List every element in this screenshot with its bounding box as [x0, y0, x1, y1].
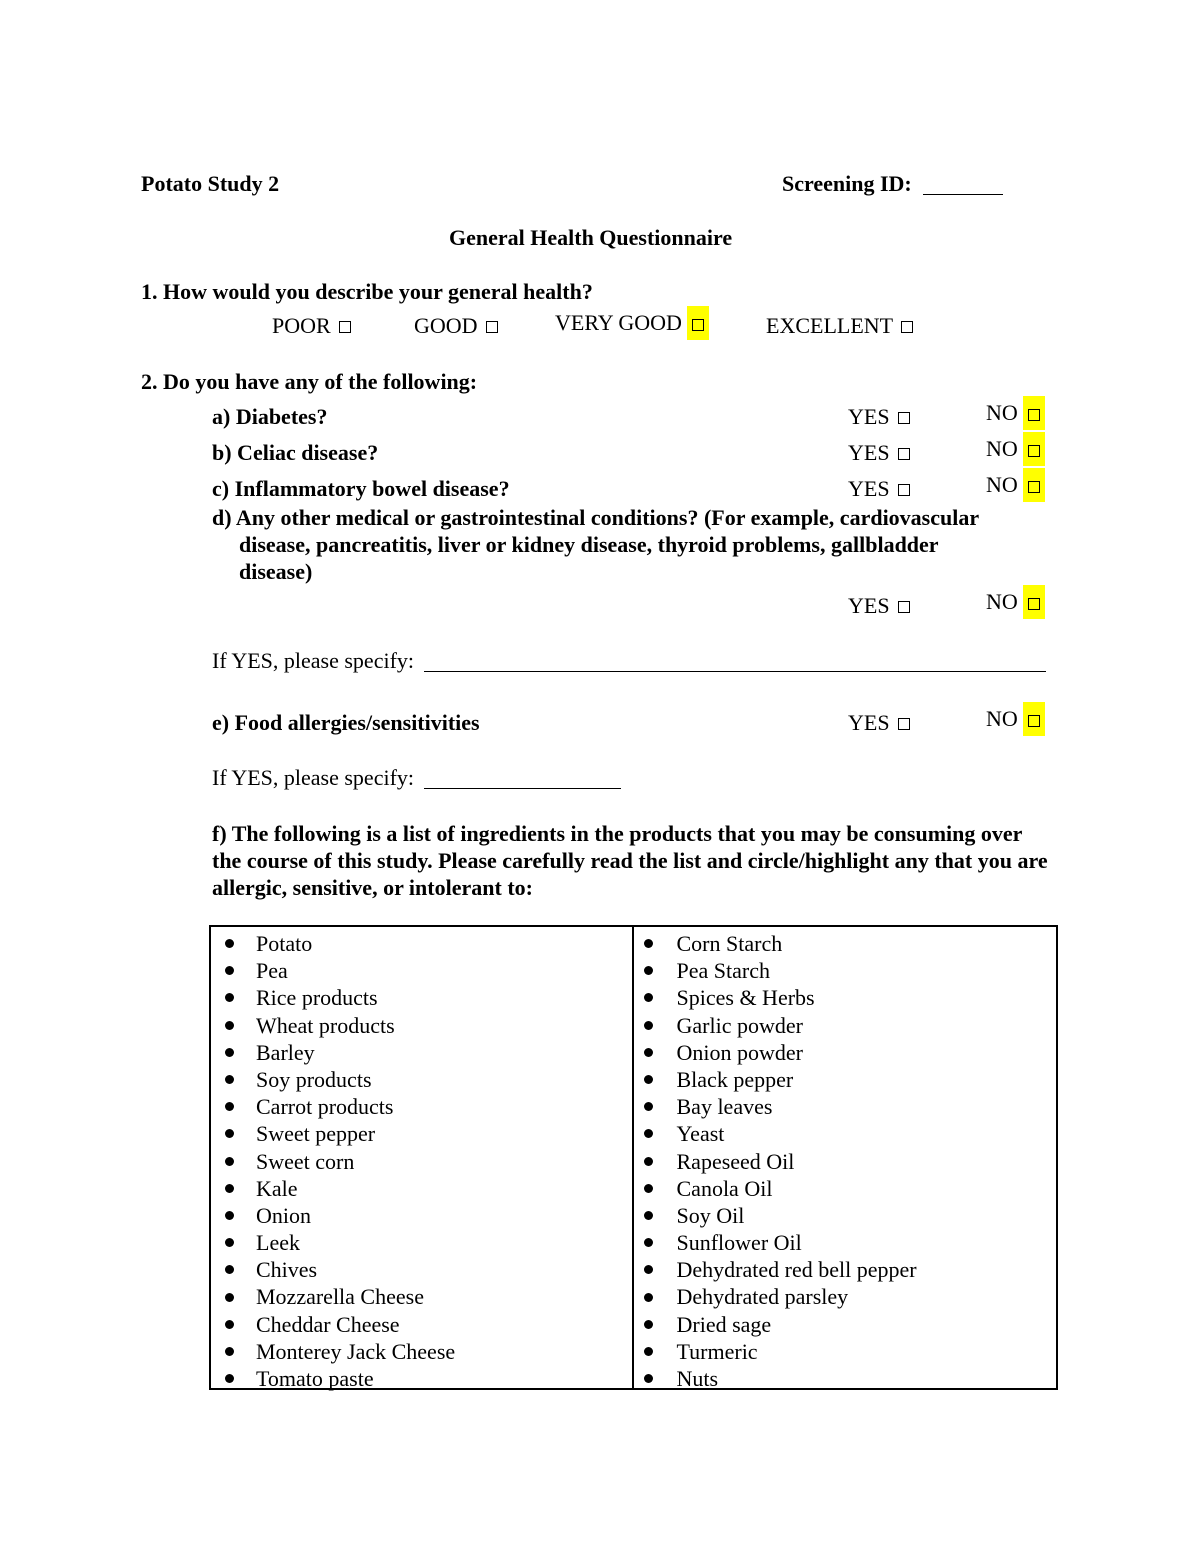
ingredient-label: Rapeseed Oil — [676, 1148, 795, 1174]
bullet-icon — [225, 1021, 234, 1030]
q2a-label: a) Diabetes? — [212, 404, 328, 429]
q1-option-good[interactable]: GOOD — [414, 313, 498, 339]
ingredient-label: Spices & Herbs — [676, 985, 815, 1011]
ingredient-item[interactable] — [211, 1338, 632, 1365]
highlight-mark — [1023, 702, 1045, 736]
ingredient-item[interactable] — [211, 1202, 632, 1229]
ingredient-item[interactable] — [634, 1066, 1057, 1093]
ingredient-label: Carrot products — [256, 1094, 394, 1120]
ingredient-item[interactable] — [634, 930, 1057, 957]
ingredient-item[interactable] — [211, 1283, 632, 1310]
ingredient-label: Chives — [256, 1257, 318, 1283]
checked-checkbox-icon[interactable] — [1028, 445, 1040, 457]
bullet-icon — [225, 1048, 234, 1057]
ingredient-label: Pea Starch — [676, 958, 770, 984]
ingredient-item[interactable] — [211, 1012, 632, 1039]
checked-checkbox-icon[interactable] — [1028, 715, 1040, 727]
bullet-icon — [644, 1048, 653, 1057]
ingredient-item[interactable] — [634, 1120, 1057, 1147]
ingredient-label: Dehydrated parsley — [676, 1284, 849, 1310]
bullet-icon — [225, 1184, 234, 1193]
q2d-no[interactable]: NO — [986, 585, 1045, 619]
bullet-icon — [644, 1265, 653, 1274]
bullet-icon — [644, 1211, 653, 1220]
q1-option-very-good[interactable]: VERY GOOD — [555, 306, 709, 340]
ingredient-label: Onion — [256, 1202, 311, 1228]
ingredients-right-column — [634, 927, 1057, 1391]
bullet-icon — [225, 1374, 234, 1383]
q2b-no[interactable]: NO — [986, 432, 1045, 466]
q2d-yes[interactable]: YES — [848, 593, 910, 619]
ingredient-label: Mozzarella Cheese — [256, 1284, 424, 1310]
ingredient-label: Pea — [256, 958, 288, 984]
ingredients-table — [209, 925, 1058, 1390]
form-title: General Health Questionnaire — [449, 225, 733, 250]
bullet-icon — [644, 1347, 653, 1356]
ingredient-label: Soy products — [256, 1066, 372, 1092]
checkbox-icon[interactable] — [898, 601, 910, 613]
highlight-mark — [687, 306, 709, 340]
q2e-specify: If YES, please specify: — [212, 765, 621, 791]
bullet-icon — [644, 1184, 653, 1193]
bullet-icon — [225, 1293, 234, 1302]
checkbox-icon[interactable] — [901, 321, 913, 333]
checkbox-icon[interactable] — [898, 448, 910, 460]
ingredient-item[interactable] — [634, 1365, 1057, 1392]
ingredient-label: Yeast — [676, 1121, 725, 1147]
bullet-icon — [225, 1265, 234, 1274]
bullet-icon — [644, 966, 653, 975]
ingredient-label: Sweet pepper — [256, 1121, 376, 1147]
ingredient-label: Rice products — [256, 985, 378, 1011]
q2c-yes[interactable]: YES — [848, 476, 910, 502]
bullet-icon — [225, 1347, 234, 1356]
q2e-specify-field[interactable] — [424, 768, 621, 789]
q2a-no[interactable]: NO — [986, 396, 1045, 430]
bullet-icon — [644, 1129, 653, 1138]
ingredient-item[interactable] — [211, 1256, 632, 1283]
highlight-mark — [1023, 468, 1045, 502]
bullet-icon — [225, 1129, 234, 1138]
ingredient-item[interactable] — [211, 930, 632, 957]
ingredient-item[interactable] — [634, 1012, 1057, 1039]
ingredient-item[interactable] — [211, 1175, 632, 1202]
bullet-icon — [225, 1075, 234, 1084]
ingredient-label: Sweet corn — [256, 1148, 355, 1174]
bullet-icon — [225, 1238, 234, 1247]
checkbox-icon[interactable] — [898, 412, 910, 424]
ingredients-left-column — [211, 927, 634, 1391]
ingredient-label: Nuts — [676, 1366, 719, 1391]
ingredient-item[interactable] — [634, 1039, 1057, 1066]
ingredient-label: Barley — [256, 1039, 315, 1065]
q2c-no[interactable]: NO — [986, 468, 1045, 502]
checkbox-icon[interactable] — [898, 718, 910, 730]
ingredient-item[interactable] — [634, 1256, 1057, 1283]
q2b-yes[interactable]: YES — [848, 440, 910, 466]
screening-id-label: Screening ID: — [782, 171, 912, 196]
q2b-label: b) Celiac disease? — [212, 440, 379, 465]
bullet-icon — [225, 1102, 234, 1111]
checked-checkbox-icon[interactable] — [1028, 409, 1040, 421]
q2e-label: e) Food allergies/sensitivities — [212, 710, 480, 735]
ingredient-label: Leek — [256, 1230, 300, 1256]
bullet-icon — [225, 1320, 234, 1329]
bullet-icon — [225, 1157, 234, 1166]
ingredient-item[interactable] — [211, 957, 632, 984]
checkbox-icon[interactable] — [898, 484, 910, 496]
bullet-icon — [644, 1075, 653, 1084]
ingredient-label: Potato — [256, 931, 313, 956]
q2e-yes[interactable]: YES — [848, 710, 910, 736]
q2d-label: d) Any other medical or gastrointestinal conditions? (For example, cardiovascular disease, pancreatitis, liver or kidney disease, thyroid problems, gallbladder disease) — [212, 505, 980, 584]
ingredient-item[interactable] — [634, 984, 1057, 1011]
bullet-icon — [225, 966, 234, 975]
bullet-icon — [225, 993, 234, 1002]
q2d-specify: If YES, please specify: — [212, 648, 1046, 674]
ingredient-item[interactable] — [211, 1120, 632, 1147]
bullet-icon — [644, 993, 653, 1002]
ingredient-label: Black pepper — [676, 1066, 794, 1092]
checked-checkbox-icon[interactable] — [1028, 598, 1040, 610]
ingredient-item[interactable] — [211, 1229, 632, 1256]
ingredient-label: Sunflower Oil — [676, 1230, 802, 1256]
highlight-mark — [1023, 396, 1045, 430]
ingredient-label: Wheat products — [256, 1012, 395, 1038]
ingredient-label: Turmeric — [676, 1338, 758, 1364]
ingredient-label: Bay leaves — [676, 1094, 773, 1120]
ingredient-label: Cheddar Cheese — [256, 1311, 400, 1337]
ingredient-item[interactable] — [211, 984, 632, 1011]
bullet-icon — [644, 1320, 653, 1329]
q2-question: 2. Do you have any of the following: — [141, 369, 478, 394]
ingredient-label: Tomato paste — [256, 1366, 374, 1391]
q2e-no[interactable]: NO — [986, 702, 1045, 736]
ingredient-label: Corn Starch — [676, 931, 783, 956]
ingredient-item[interactable] — [211, 1093, 632, 1120]
q2f-instructions: f) The following is a list of ingredients in the products that you may be consuming over the course of this study. Please carefully read the list and circle/highlight any that you are allergic, sensitive, or intolerant to: — [212, 821, 1048, 900]
study-name: Potato Study 2 — [141, 171, 280, 196]
ingredient-item[interactable] — [634, 1093, 1057, 1120]
ingredient-label: Dehydrated red bell pepper — [676, 1257, 917, 1283]
bullet-icon — [225, 1211, 234, 1220]
ingredient-item[interactable] — [211, 1365, 632, 1392]
q2d-specify-field[interactable] — [424, 651, 1046, 672]
ingredient-label: Soy Oil — [676, 1202, 745, 1228]
checkbox-icon[interactable] — [486, 321, 498, 333]
bullet-icon — [644, 1238, 653, 1247]
q2c-label: c) Inflammatory bowel disease? — [212, 476, 510, 501]
checkbox-icon[interactable] — [339, 321, 351, 333]
highlight-mark — [1023, 432, 1045, 466]
screening-id-field[interactable] — [923, 174, 1003, 195]
bullet-icon — [644, 1157, 653, 1166]
bullet-icon — [644, 939, 653, 948]
ingredient-label: Canola Oil — [676, 1175, 773, 1201]
ingredient-item[interactable] — [634, 1202, 1057, 1229]
bullet-icon — [644, 1374, 653, 1383]
ingredient-item[interactable] — [211, 1148, 632, 1175]
ingredient-label: Kale — [256, 1175, 298, 1201]
ingredient-item[interactable] — [634, 1229, 1057, 1256]
ingredient-item[interactable] — [211, 1039, 632, 1066]
bullet-icon — [644, 1293, 653, 1302]
ingredient-label: Monterey Jack Cheese — [256, 1338, 456, 1364]
ingredient-item[interactable] — [634, 957, 1057, 984]
ingredient-item[interactable] — [634, 1175, 1057, 1202]
ingredient-item[interactable] — [211, 1066, 632, 1093]
q1-option-excellent[interactable]: EXCELLENT — [766, 313, 913, 339]
q1-option-poor[interactable]: POOR — [272, 313, 351, 339]
ingredient-item[interactable] — [211, 1311, 632, 1338]
ingredient-label: Dried sage — [676, 1311, 772, 1337]
ingredient-item[interactable] — [634, 1338, 1057, 1365]
checked-checkbox-icon[interactable] — [692, 319, 704, 331]
bullet-icon — [644, 1021, 653, 1030]
bullet-icon — [644, 1102, 653, 1111]
ingredient-label: Garlic powder — [676, 1012, 803, 1038]
ingredient-item[interactable] — [634, 1148, 1057, 1175]
highlight-mark — [1023, 585, 1045, 619]
screening-id — [782, 171, 1003, 197]
ingredient-item[interactable] — [634, 1311, 1057, 1338]
q1-question: 1. How would you describe your general health? — [141, 279, 593, 304]
bullet-icon — [225, 939, 234, 948]
ingredient-label: Onion powder — [676, 1039, 803, 1065]
checked-checkbox-icon[interactable] — [1028, 481, 1040, 493]
ingredient-item[interactable] — [634, 1283, 1057, 1310]
q2a-yes[interactable]: YES — [848, 404, 910, 430]
